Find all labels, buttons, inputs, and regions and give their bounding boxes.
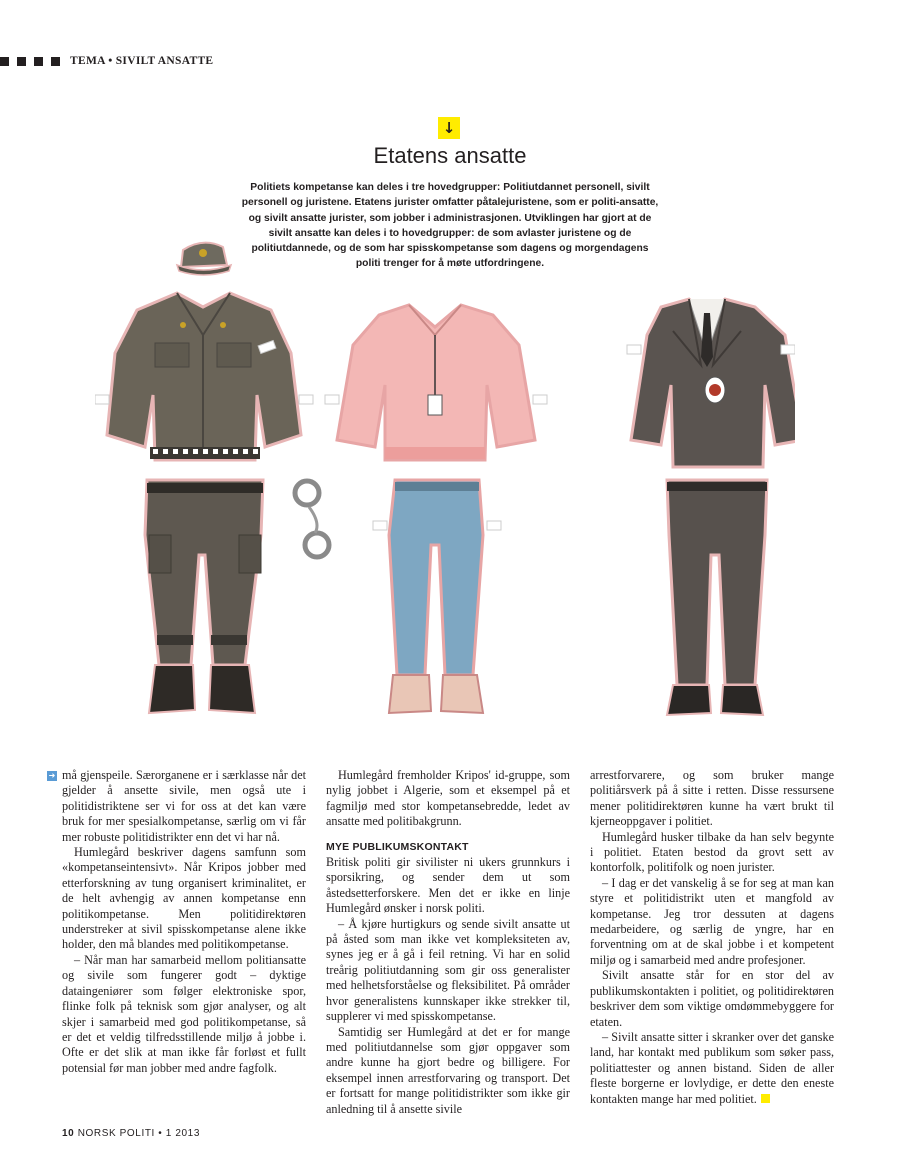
paragraph: – Å kjøre hurtigkurs og sende sivilt ansatte ut på åsted som man ikke vet kompleksiteten av, synes jeg er å gå i feil retning. Vi har en solid treårig politiutdanning som gir oss generalister med helhetsforståelse og fleksibilitet. På områder hvor generalistens kunnskaper ikke strekker til, supplerer vi med spisskompetanse. [326, 916, 570, 1024]
uniforms-illustration [95, 235, 795, 725]
page-footer [62, 1128, 200, 1139]
text-column-1 [62, 768, 306, 1076]
end-of-article-icon [761, 1094, 770, 1103]
arrow-down-icon: ↓ [438, 117, 460, 139]
civilian-outfit-figure [325, 305, 547, 713]
paragraph: Humlegård beskriver dagens samfunn som «kompetanseintensivt». Når Kripos jobber med etterforskning av tung organisert kriminalitet, er de helt avhengig av annen kompetanse enn politikompetanse. Men politidirektøren understreker at sivil spisskompetanse alene ikke holder, den må blandes med politikompetanse. [62, 845, 306, 952]
suit-outfit-figure [627, 299, 795, 715]
suit-jacket [627, 299, 795, 467]
paragraph-text: – Sivilt ansatte sitter i skranker over det ganske land, har kontakt med publikum som søker pass, politiattester og annen bistand. Siden de aller fleste borgerne er lovlydige, er dette den eneste kontakten mange har med politiet. [590, 1029, 834, 1106]
page-number: 10 [62, 1128, 75, 1139]
pink-sweater [325, 305, 547, 460]
continue-arrow-icon: ➜ [48, 771, 56, 780]
paragraph: – I dag er det vanskelig å se for seg at man kan styre et politidistrikt uten et mangfold av kompetanse. Jeg tror dessuten at dagens medarbeidere, og særlig de yngre, har en forventning om at de skal jobbe i et kompetent miljø og i samarbeid med andre profesjoner. [590, 875, 834, 967]
paragraph: arrestforvarere, og som bruker mange politiårsverk på å sitte i retten. Disse ressursene mener politidirektøren kunne ha vært brukt til kjerneoppgaver i politiet. [590, 768, 834, 829]
header-square-icon [34, 57, 43, 66]
paragraph: Sivilt ansatte står for en stor del av publikumskontakten i politiet, og politidirektøren beskriver dem som viktige omdømmebyggere for etaten. [590, 968, 834, 1029]
header-square-icon [51, 57, 60, 66]
paragraph: må gjenspeile. Særorganene er i særklasse når det gjelder å ansette sivile, men også ute i politidistriktene ser vi for oss at det kan være bruk for mer spesialkompetanse, særlig om vi får mer robuste politidistrikter enn det vi har nå. [62, 768, 306, 844]
police-uniform-figure [95, 243, 313, 713]
paragraph: Humlegård husker tilbake da han selv begynte i politiet. Etaten bestod da grovt sett av kontorfolk, politifolk og noen jurister. [590, 829, 834, 875]
article-intro: Politiets kompetanse kan deles i tre hovedgrupper: Politiutdannet personell, sivilt personell og juristene. Etatens jurister omfatter påtalejuristene, som er politi-ansatte, og sivilt ansatte jurister, som jobber i administrasjonen. Utviklingen har gjort at de sivilt ansatte kan deles i to hovedgrupper: de som avlaster juristene og de politiutdannede, og de som har spisskompetanse som dagens og morgendagens politi trenger for å møte utfordringene. [241, 182, 659, 270]
header-square-icon [17, 57, 26, 66]
paragraph: Humlegård fremholder Kripos' id-gruppe, som nylig jobbet i Algerie, som et eksempel på et fagmiljø med stor kompetansebredde, ledet av ansatte med politibakgrunn. [326, 768, 570, 829]
publication-info: NORSK POLITI • 1 2013 [77, 1128, 200, 1139]
blue-jeans [373, 480, 501, 713]
section-label: TEMA • SIVILT ANSATTE [70, 55, 214, 67]
paragraph-last [590, 1030, 834, 1107]
text-column-3 [590, 768, 834, 1107]
subheading: MYE PUBLIKUMSKONTAKT [326, 840, 469, 853]
police-pants [145, 480, 263, 713]
police-jacket [95, 293, 313, 460]
article-title: Etatens ansatte [373, 143, 527, 168]
paragraph: Britisk politi gir sivilister ni ukers grunnkurs i sporsikring, og sender dem ut som åstedsetterforskere. Men det er ikke en linje Humlegård ønsker i norsk politi. [326, 855, 570, 916]
handcuffs-icon [295, 481, 329, 557]
header-square-icon [0, 57, 9, 66]
paragraph: – Når man har samarbeid mellom politiansatte og sivile som fungerer godt – dyktige dataingeniører som følger elektroniske spor, flinke folk på teknisk som gjør analyser, og alt skjer i samarbeid med god politikompetanse, så er det et veldig tilfredsstillende miljø å jobbe i. Ofte er det slik at man ikke får forløst et fullt potensial før man jobber med andre fagfolk. [62, 952, 306, 1075]
text-column-2 [326, 768, 570, 1117]
suit-pants [667, 480, 767, 715]
police-cap [177, 243, 231, 275]
section-header [0, 55, 213, 67]
paragraph: Samtidig ser Humlegård at det er for mange med politiutdannelse som gjør oppgaver som andre kunne ha gjort bedre og billigere. For eksempel innen arrestforvaring og transport. Det er fortsatt for mange politidistrikter som ikke gir anledning til å ansette sivile [326, 1024, 570, 1116]
